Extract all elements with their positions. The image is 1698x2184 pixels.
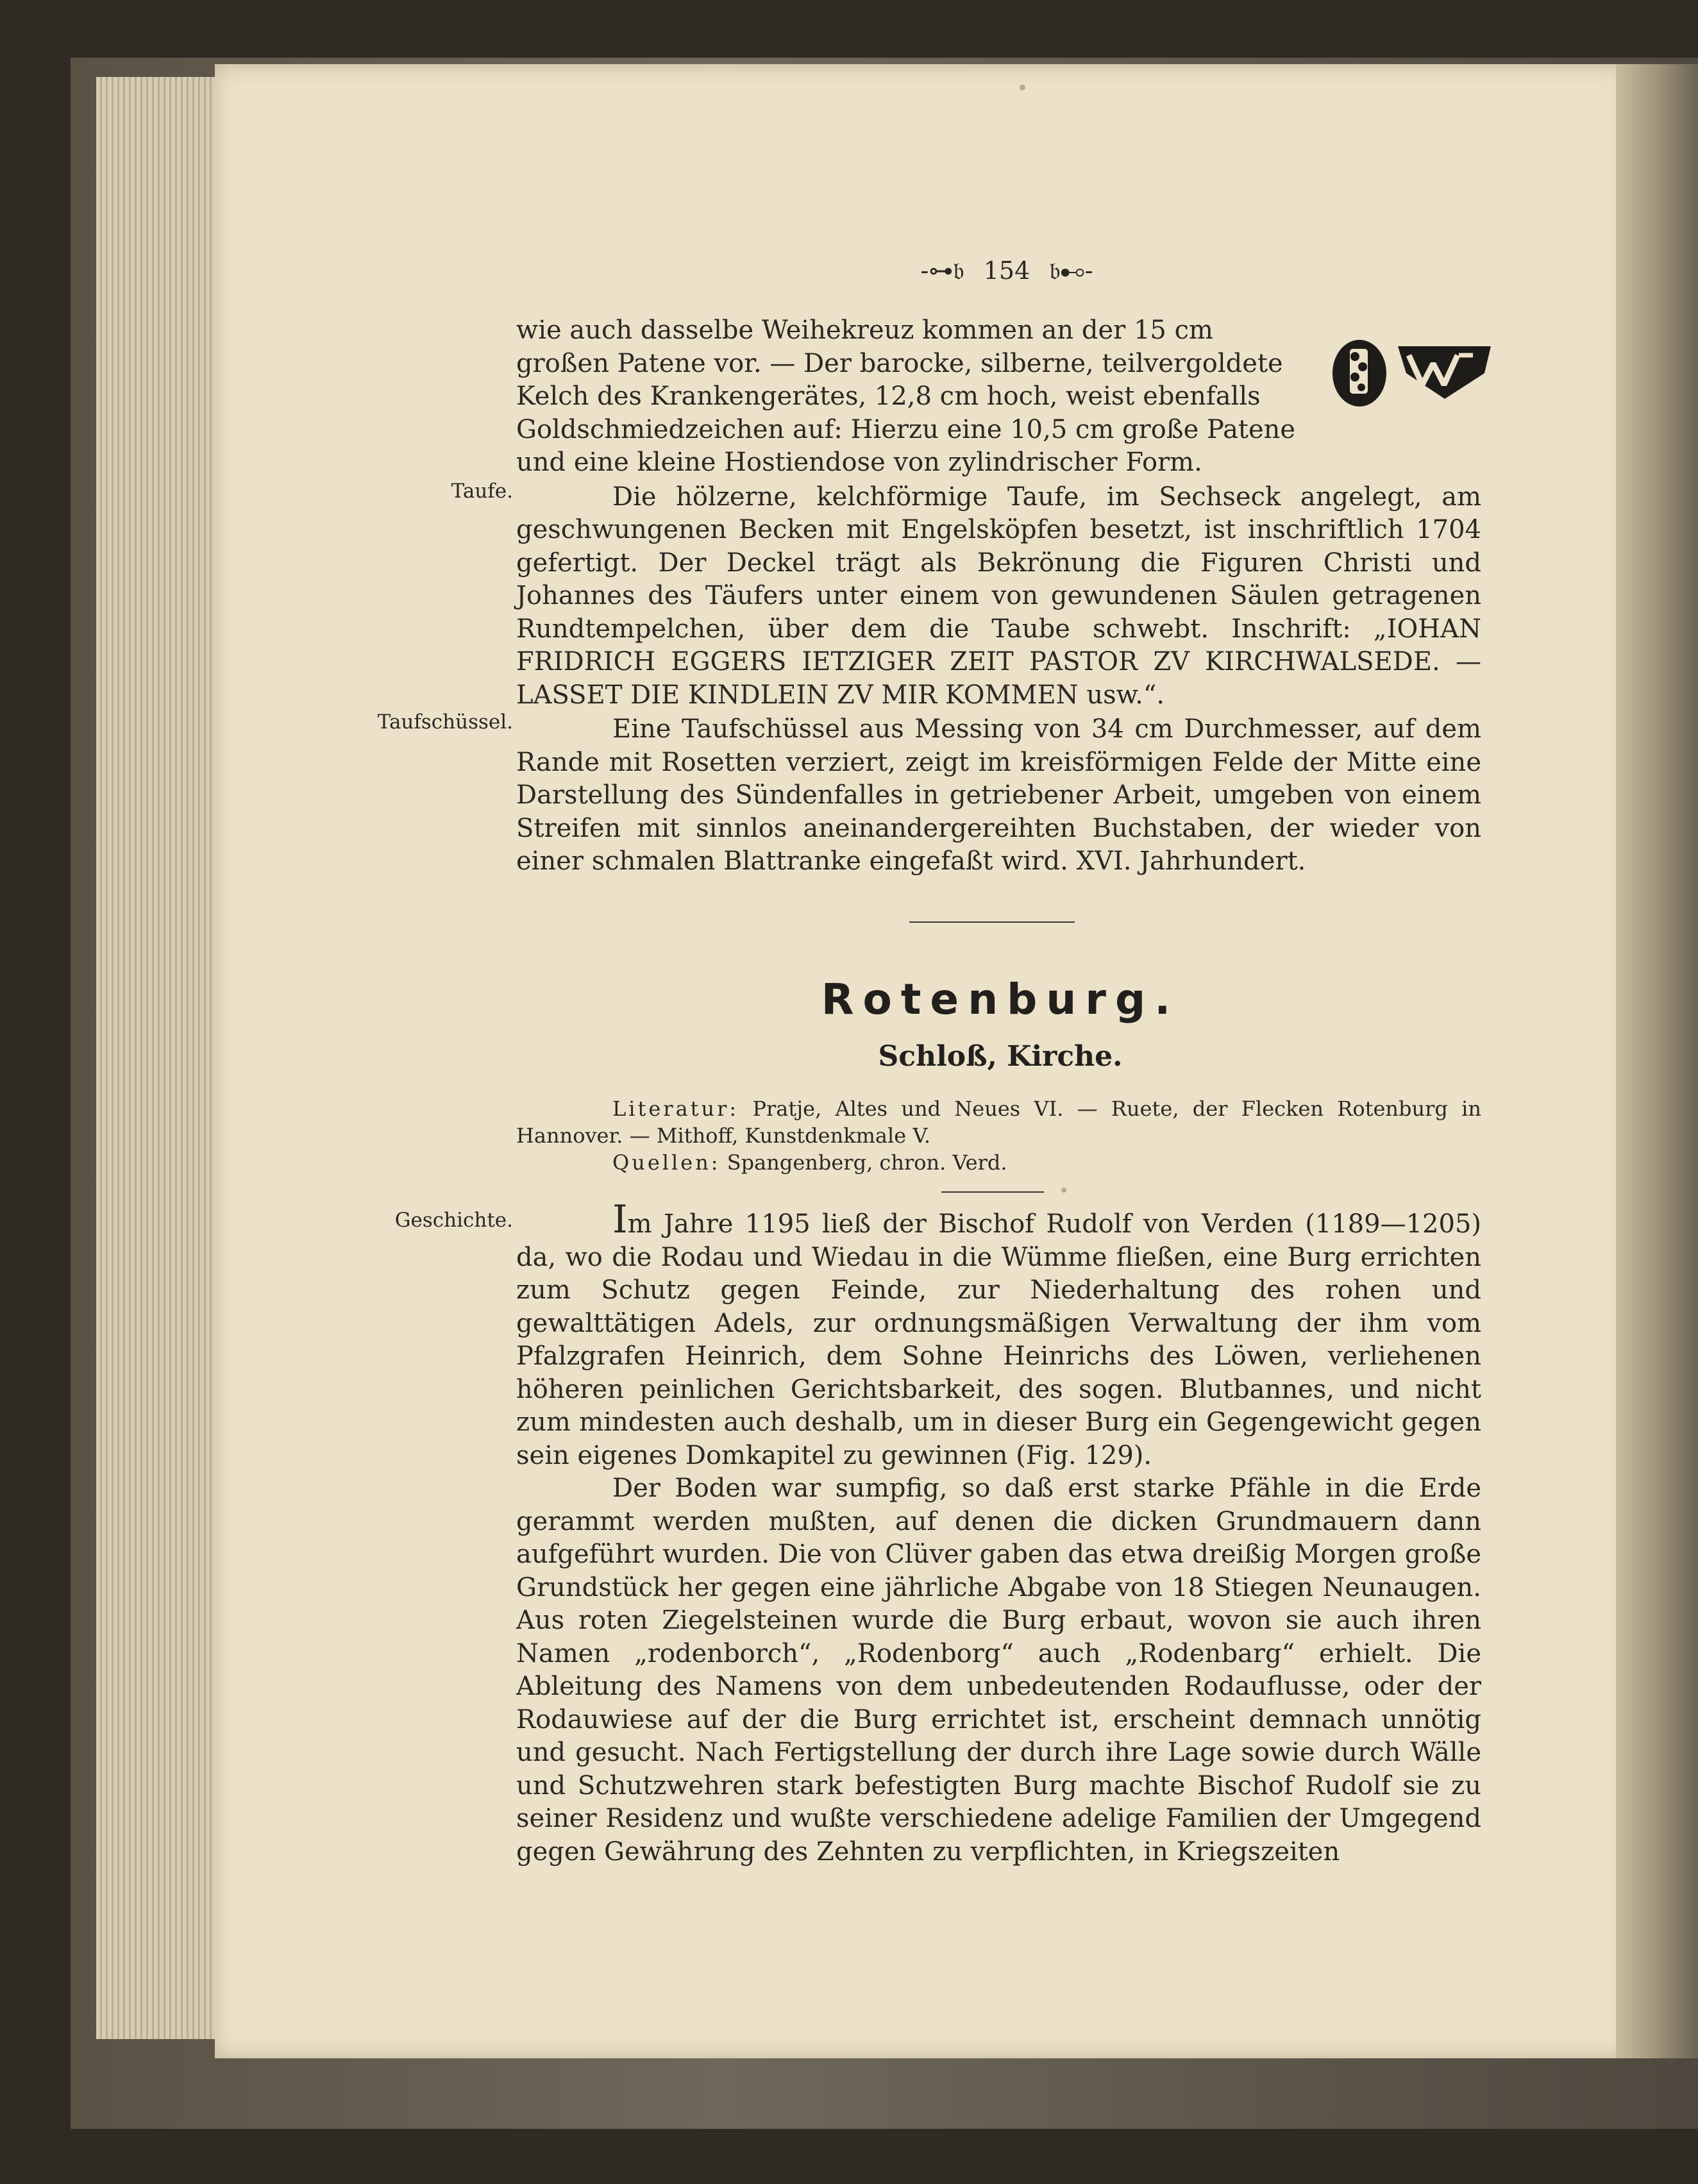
paragraph-foundation: Der Boden war sumpfig, so daß erst starke Pfähle in die Erde gerammt werden mußten, auf denen die dicken Grundmauern dann aufgeführt wurden. Die von Clüver gaben das etwa dreißig Morgen große Grundstück her gegen eine jährliche Abgabe von 18 Stiegen Neunaugen. Aus roten Ziegelsteinen wurde die Burg erbaut, wovon sie auch ihren Namen „rodenborch“, „Rodenborg“ auch „Rodenbarg“ erhielt. Die Ableitung des Namens von dem unbedeutenden Rodauflusse, oder der Rodauwiese auf der die Burg errichtet ist, erscheint demnach unnötig und gesucht. Nach Fertigstellung der durch ihre Lage sowie durch Wälle und Schutzwehren stark befestigten Burg machte Bischof Rudolf sie zu seiner Residenz und wußte verschiedene adelige Familien der Umgegend gegen Gewährung des Zehnten zu verpflichten, in Kriegszeiten bbox=[516, 1474, 1481, 1867]
paper-speck bbox=[1061, 1188, 1066, 1193]
top-text bbox=[516, 314, 1481, 878]
sidenote-taufe: Taufe. bbox=[451, 480, 513, 503]
section-title: Rotenburg. bbox=[821, 975, 1180, 1024]
paragraph-taufe: Die hölzerne, kelchförmige Taufe, im Sechseck angelegt, am geschwungenen Becken mit Engelsköpfen besetzt, ist inschriftlich 1704 gefertigt. Der Deckel trägt als Bekrönung die Figuren Christi und Johannes des Täufers unter einem von gewundenen Säulen getragenen Rundtempelchen, über dem die Taube schwebt. Inschrift: „IOHAN FRIDRICH EGGERS IETZIGER ZEIT PASTOR ZV KIRCHWALSEDE. — LASSET DIE KINDLEIN ZV MIR KOMMEN usw.“. bbox=[516, 482, 1481, 710]
gutter-shadow bbox=[1616, 64, 1698, 2058]
page-number-ornament-right: 𝔟⊷- bbox=[1049, 256, 1093, 285]
sidenote-taufschuessel: Taufschüssel. bbox=[377, 710, 513, 734]
paragraph-chalice: wie auch dasselbe Weihekreuz kommen an der 15 cm großen Patene vor. — Der barocke, silberne, teilvergoldete Kelch des Krankengerätes, 12,8 cm hoch, weist ebenfalls Goldschmiedzeichen auf: Hierzu eine 10,5 cm große Patene und eine kleine Hostiendose von zylindrischer Form. bbox=[516, 315, 1296, 477]
page-number bbox=[911, 256, 1103, 285]
literature-text: Pratje, Altes und Neues VI. — Ruete, der Flecken Rotenburg in Hannover. — Mithoff, Kunstdenkmale V. bbox=[516, 1096, 1482, 1148]
section-divider bbox=[909, 921, 1075, 923]
paper-speck bbox=[1020, 85, 1025, 90]
sources-text: Spangenberg, chron. Verd. bbox=[727, 1150, 1007, 1175]
section-subtitle: Schloß, Kirche. bbox=[878, 1040, 1123, 1073]
literature-divider bbox=[941, 1191, 1044, 1193]
paragraph-taufschuessel: Eine Taufschüssel aus Messing von 34 cm Durchmesser, auf dem Rande mit Rosetten verziert, zeigt im kreisförmigen Felde der Mitte eine Darstellung des Sündenfalles in getriebener Arbeit, umgeben von einem Streifen mit sinnlos aneinandergereihten Buchstaben, der wieder von einer schmalen Blattranke eingefaßt wird. XVI. Jahrhundert. bbox=[516, 714, 1481, 876]
page-number-ornament-left: -⊶𝔟 bbox=[920, 256, 964, 285]
body-text bbox=[516, 1197, 1481, 1869]
literature-label: Literatur: bbox=[612, 1096, 739, 1121]
literature-line bbox=[516, 1095, 1481, 1149]
sidenote-geschichte: Geschichte. bbox=[394, 1209, 513, 1232]
page-number-value: 154 bbox=[983, 256, 1030, 285]
sources-label: Quellen: bbox=[612, 1150, 721, 1175]
sources-line bbox=[516, 1149, 1481, 1176]
drop-initial: I bbox=[612, 1197, 628, 1242]
paragraph-history-text: m Jahre 1195 ließ der Bischof Rudolf von Verden (1189—1205) da, wo die Rodau und Wiedau in die Wümme fließen, eine Burg errichten zum Schutz gegen Feinde, zur Niederhaltung des rohen und gewalttätigen Adels, zur ordnungsmäßigen Verwaltung der ihm vom Pfalzgrafen Heinrich, dem Sohne Heinrichs des Löwen, verliehenen höheren peinlichen Gerichtsbarkeit, des sogen. Blutbannes, und nicht zum mindesten auch deshalb, um in dieser Burg ein Gegengewicht gegen sein eigenes Domkapitel zu gewinnen (Fig. 129). bbox=[516, 1209, 1481, 1470]
literature-block bbox=[516, 1095, 1481, 1176]
paragraph-history bbox=[516, 1197, 1481, 1472]
